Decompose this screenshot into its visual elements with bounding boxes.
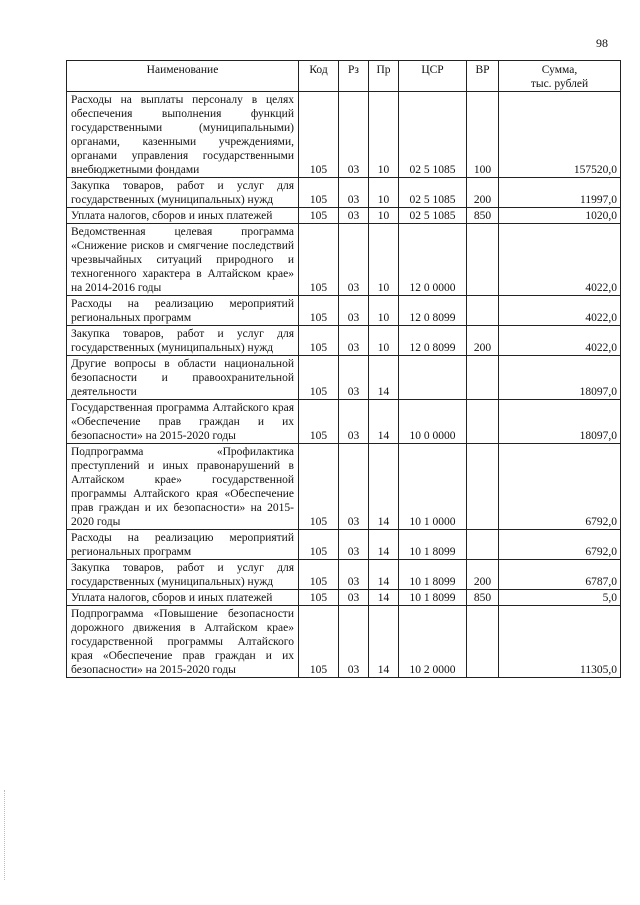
cell-kod: 105 [299, 356, 339, 400]
cell-vr: 850 [467, 208, 499, 224]
cell-pr: 14 [369, 356, 399, 400]
cell-csr: 10 1 8099 [399, 590, 467, 606]
header-vr: ВР [467, 61, 499, 92]
cell-pr: 14 [369, 560, 399, 590]
cell-rz: 03 [339, 590, 369, 606]
cell-kod: 105 [299, 590, 339, 606]
cell-pr: 14 [369, 606, 399, 678]
cell-kod: 105 [299, 326, 339, 356]
cell-vr: 100 [467, 92, 499, 178]
cell-name: Закупка товаров, работ и услуг для государственных (муниципальных) нужд [67, 560, 299, 590]
cell-sum: 5,0 [499, 590, 621, 606]
cell-kod: 105 [299, 296, 339, 326]
table-row [67, 606, 621, 678]
cell-rz: 03 [339, 530, 369, 560]
cell-vr [467, 356, 499, 400]
cell-sum: 18097,0 [499, 400, 621, 444]
cell-vr: 200 [467, 326, 499, 356]
cell-sum: 6792,0 [499, 444, 621, 530]
cell-csr: 02 5 1085 [399, 92, 467, 178]
header-kod: Код [299, 61, 339, 92]
table-row [67, 92, 621, 178]
header-sum-line2: тыс. рублей [530, 78, 589, 90]
cell-rz: 03 [339, 400, 369, 444]
cell-kod: 105 [299, 606, 339, 678]
table-row [67, 178, 621, 208]
cell-pr: 10 [369, 296, 399, 326]
cell-vr [467, 530, 499, 560]
cell-sum: 18097,0 [499, 356, 621, 400]
cell-kod: 105 [299, 444, 339, 530]
table-row [67, 444, 621, 530]
cell-pr: 10 [369, 92, 399, 178]
table-row [67, 590, 621, 606]
cell-name: Закупка товаров, работ и услуг для государственных (муниципальных) нужд [67, 326, 299, 356]
cell-name: Подпрограмма «Профилактика преступлений и иных правонарушений в Алтайском крае» государственной программы Алтайского края «Обеспечение прав граждан и их безопасности» на 2015-2020 годы [67, 444, 299, 530]
cell-kod: 105 [299, 178, 339, 208]
cell-kod: 105 [299, 208, 339, 224]
cell-name: Расходы на реализацию мероприятий региональных программ [67, 296, 299, 326]
cell-kod: 105 [299, 92, 339, 178]
cell-name: Уплата налогов, сборов и иных платежей [67, 208, 299, 224]
cell-csr [399, 356, 467, 400]
cell-csr: 10 0 0000 [399, 400, 467, 444]
table-row [67, 296, 621, 326]
cell-kod: 105 [299, 224, 339, 296]
cell-vr: 200 [467, 178, 499, 208]
budget-table [66, 60, 621, 678]
cell-name: Закупка товаров, работ и услуг для государственных (муниципальных) нужд [67, 178, 299, 208]
table-row [67, 530, 621, 560]
cell-vr [467, 296, 499, 326]
cell-vr [467, 224, 499, 296]
cell-name: Ведомственная целевая программа «Снижение рисков и смягчение последствий чрезвычайных ситуаций природного и техногенного характера в Алтайском крае» на 2014-2016 годы [67, 224, 299, 296]
cell-sum: 11997,0 [499, 178, 621, 208]
table-row [67, 560, 621, 590]
cell-name: Подпрограмма «Повышение безопасности дорожного движения в Алтайском крае» государственной программы Алтайского края «Обеспечение прав граждан и их безопасности» на 2015-2020 годы [67, 606, 299, 678]
cell-rz: 03 [339, 178, 369, 208]
header-csr: ЦСР [399, 61, 467, 92]
page-number: 98 [596, 36, 608, 50]
cell-csr: 12 0 8099 [399, 296, 467, 326]
cell-sum: 6792,0 [499, 530, 621, 560]
cell-sum: 1020,0 [499, 208, 621, 224]
cell-sum: 6787,0 [499, 560, 621, 590]
cell-name: Другие вопросы в области национальной безопасности и правоохранительной деятельности [67, 356, 299, 400]
header-rz: Рз [339, 61, 369, 92]
cell-vr: 200 [467, 560, 499, 590]
table-row [67, 224, 621, 296]
table-row [67, 326, 621, 356]
cell-name: Уплата налогов, сборов и иных платежей [67, 590, 299, 606]
cell-csr: 10 1 8099 [399, 530, 467, 560]
table-header-row [67, 61, 621, 92]
cell-rz: 03 [339, 208, 369, 224]
cell-rz: 03 [339, 356, 369, 400]
cell-csr: 02 5 1085 [399, 178, 467, 208]
cell-kod: 105 [299, 530, 339, 560]
cell-rz: 03 [339, 560, 369, 590]
cell-vr: 850 [467, 590, 499, 606]
table-row [67, 400, 621, 444]
scan-edge-marks [4, 790, 8, 880]
cell-sum: 4022,0 [499, 296, 621, 326]
header-sum [499, 61, 621, 92]
cell-kod: 105 [299, 560, 339, 590]
cell-vr [467, 444, 499, 530]
header-name: Наименование [67, 61, 299, 92]
table-row [67, 208, 621, 224]
header-sum-line1: Сумма, [541, 64, 578, 76]
cell-pr: 10 [369, 326, 399, 356]
cell-name: Расходы на реализацию мероприятий региональных программ [67, 530, 299, 560]
cell-name: Расходы на выплаты персоналу в целях обеспечения выполнения функций государственными (муниципальными) органами, казенными учреждениями, органами управления государственными внебюджетными фондами [67, 92, 299, 178]
cell-rz: 03 [339, 92, 369, 178]
cell-kod: 105 [299, 400, 339, 444]
cell-pr: 14 [369, 530, 399, 560]
cell-pr: 14 [369, 400, 399, 444]
cell-rz: 03 [339, 224, 369, 296]
cell-pr: 10 [369, 224, 399, 296]
cell-pr: 14 [369, 590, 399, 606]
cell-pr: 10 [369, 178, 399, 208]
cell-vr [467, 606, 499, 678]
cell-sum: 157520,0 [499, 92, 621, 178]
header-pr: Пр [369, 61, 399, 92]
cell-csr: 02 5 1085 [399, 208, 467, 224]
cell-csr: 12 0 0000 [399, 224, 467, 296]
cell-name: Государственная программа Алтайского края «Обеспечение прав граждан и их безопасности» на 2015-2020 годы [67, 400, 299, 444]
cell-rz: 03 [339, 606, 369, 678]
table-body [67, 92, 621, 678]
cell-rz: 03 [339, 296, 369, 326]
cell-csr: 10 1 8099 [399, 560, 467, 590]
cell-csr: 10 2 0000 [399, 606, 467, 678]
cell-vr [467, 400, 499, 444]
cell-sum: 11305,0 [499, 606, 621, 678]
table-row [67, 356, 621, 400]
cell-sum: 4022,0 [499, 326, 621, 356]
cell-rz: 03 [339, 326, 369, 356]
cell-sum: 4022,0 [499, 224, 621, 296]
cell-rz: 03 [339, 444, 369, 530]
cell-csr: 10 1 0000 [399, 444, 467, 530]
cell-csr: 12 0 8099 [399, 326, 467, 356]
cell-pr: 14 [369, 444, 399, 530]
cell-pr: 10 [369, 208, 399, 224]
